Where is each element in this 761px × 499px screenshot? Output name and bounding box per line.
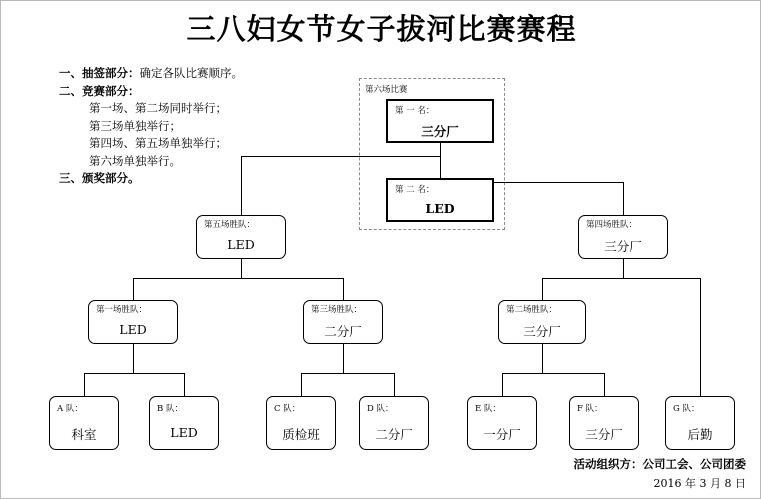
connector-qf2-children-bar <box>502 373 604 374</box>
team-d-value: 二分厂 <box>375 427 413 442</box>
final-first-value: 三分厂 <box>421 124 459 139</box>
team-b-caption: B 队： <box>157 404 183 414</box>
team-e-box <box>467 396 537 450</box>
team-b-value: LED <box>170 425 198 440</box>
quarterfinal-2-value: 三分厂 <box>523 324 561 339</box>
connector-final-vertical <box>440 143 441 178</box>
note-tail-1: 确定各队比赛顺序。 <box>139 66 243 80</box>
team-c-box <box>266 396 336 450</box>
semifinal-5-value: LED <box>227 237 255 252</box>
connector-qf2-up <box>542 278 543 300</box>
quarterfinal-3-caption: 第三场胜队： <box>311 305 363 315</box>
connector-qf3-up <box>343 278 344 300</box>
quarterfinal-2-box <box>498 300 586 344</box>
final-match-region-label: 第六场比赛 <box>365 85 408 95</box>
note-line-3: 第一场、第二场同时举行； <box>89 101 227 115</box>
team-b-box <box>149 396 219 450</box>
note-line-6: 第六场单独举行。 <box>89 153 181 168</box>
team-f-box <box>569 396 639 450</box>
connector-team-d-up <box>394 373 395 396</box>
team-g-value: 后勤 <box>687 427 713 442</box>
connector-qf1-children-bar <box>84 373 184 374</box>
connector-semi4-children-bar <box>542 278 623 279</box>
quarterfinal-1-box <box>88 300 178 344</box>
final-second-box <box>386 178 494 222</box>
team-f-caption: F 队： <box>577 404 603 414</box>
team-e-caption: E 队： <box>475 404 501 414</box>
semifinal-4-value: 三分厂 <box>604 239 642 254</box>
connector-semi5-horizontal <box>241 156 441 157</box>
final-first-caption: 第 一 名： <box>395 106 435 116</box>
team-a-caption: A 队： <box>57 404 83 414</box>
team-d-caption: D 队： <box>367 404 394 414</box>
connector-team-b-up <box>184 373 185 396</box>
note-line-4: 第三场单独举行； <box>89 118 181 133</box>
connector-qf1-down <box>133 344 134 373</box>
team-g-caption: G 队： <box>673 404 700 414</box>
note-line-7: 三、颁奖部分。 <box>59 171 140 185</box>
connector-semi4-horizontal <box>494 182 624 183</box>
note-line-2 <box>59 83 359 101</box>
notes-block <box>59 65 359 188</box>
note-head-1: 一、抽签部分： <box>59 66 140 80</box>
team-a-box <box>49 396 119 450</box>
team-c-caption: C 队： <box>274 404 301 414</box>
semifinal-4-caption: 第四场胜队： <box>586 220 638 230</box>
team-e-value: 一分厂 <box>483 427 521 442</box>
semifinal-5-box <box>196 215 286 259</box>
connector-team-a-up <box>84 373 85 396</box>
connector-qf1-up <box>133 278 134 300</box>
final-second-caption: 第 二 名： <box>395 185 435 195</box>
connector-semi5-vertical <box>241 156 242 215</box>
final-first-box <box>386 99 494 143</box>
note-line-1 <box>59 65 359 83</box>
team-f-value: 三分厂 <box>585 427 623 442</box>
team-c-value: 质检班 <box>282 427 320 442</box>
connector-team-f-up <box>604 373 605 396</box>
connector-qf2-down <box>542 344 543 373</box>
semifinal-5-caption: 第五场胜队： <box>204 220 256 230</box>
quarterfinal-3-box <box>303 300 383 344</box>
connector-team-g-bar <box>623 278 701 279</box>
connector-semi4-down <box>623 259 624 278</box>
quarterfinal-3-value: 二分厂 <box>324 324 362 339</box>
connector-team-e-up <box>502 373 503 396</box>
team-g-box <box>665 396 735 450</box>
team-a-value: 科室 <box>71 427 97 442</box>
footer-organizer: 活动组织方：公司工会、公司团委 <box>573 457 746 471</box>
footer-date: 2016 年 3 月 8 日 <box>653 477 746 490</box>
final-second-value: LED <box>425 201 455 216</box>
page-title: 三八妇女节女子拔河比赛赛程 <box>186 12 577 46</box>
quarterfinal-1-caption: 第一场胜队： <box>96 305 148 315</box>
connector-semi5-down <box>241 259 242 278</box>
connector-semi4-vertical <box>623 182 624 215</box>
note-head-2: 二、竞赛部分： <box>59 83 140 98</box>
quarterfinal-2-caption: 第二场胜队： <box>506 305 558 315</box>
note-line-5: 第四场、第五场单独举行； <box>89 136 227 150</box>
team-d-box <box>359 396 429 450</box>
quarterfinal-1-value: LED <box>119 322 147 337</box>
connector-semi5-children-bar <box>133 278 343 279</box>
semifinal-4-box <box>578 215 668 259</box>
connector-qf3-down <box>343 344 344 373</box>
connector-team-c-up <box>301 373 302 396</box>
connector-qf3-children-bar <box>301 373 394 374</box>
connector-team-g-up <box>700 278 701 396</box>
